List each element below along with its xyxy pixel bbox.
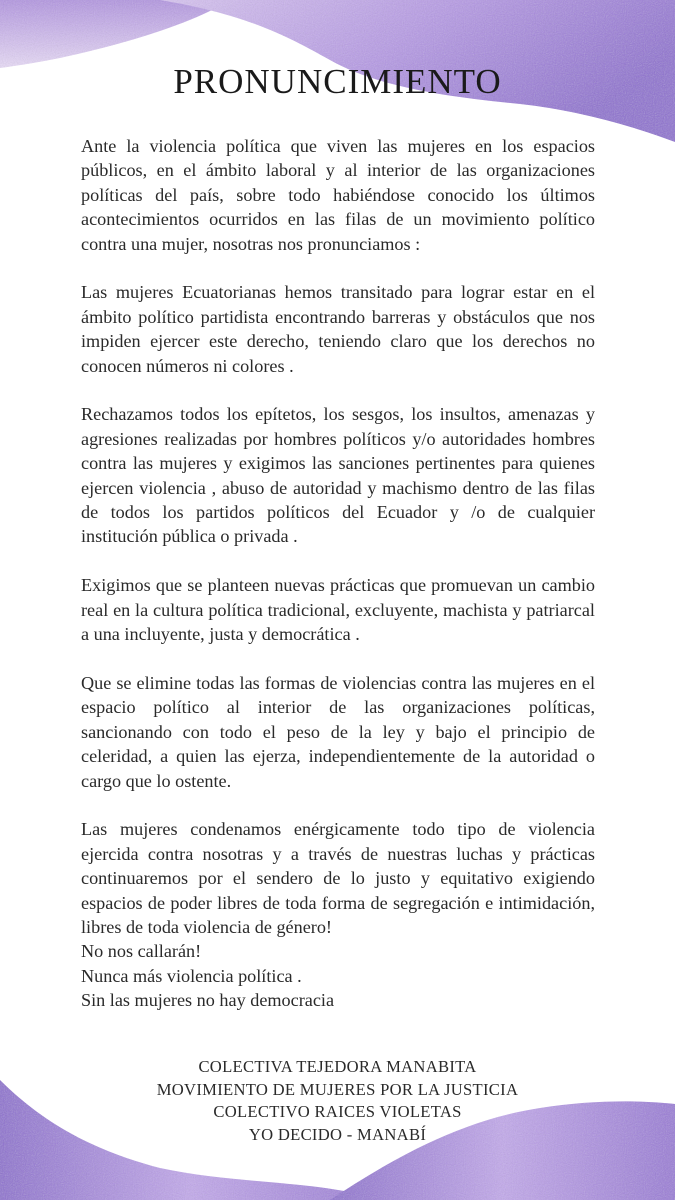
paragraph-3: Rechazamos todos los epítetos, los sesgos, los insultos, amenazas y agresiones realizadas por hombres políticos y/o autoridades hombres contra las mujeres y exigimos las sanciones pertinentes para quienes ejercen violencia , abuso de autoridad y machismo dentro de las filas de todos los partidos políticos del Ecuador y /o de cualquier institución pública o privada . — [81, 404, 595, 547]
paragraph-5: Que se elimine todas las formas de violencias contra las mujeres en el espacio político al interior de las organizaciones políticas, sancionando con todo el peso de la ley y bajo el principio de celeridad, a quien las ejerza, independientemente de la autoridad o cargo que lo ostente. — [81, 672, 595, 791]
paragraph-1: Ante la violencia política que viven las mujeres en los espacios públicos, en el ámbito laboral y al interior de las organizaciones políticas del país, sobre todo habiéndose conocido los últimos acontecimientos ocurridos en las filas de un movimiento político contra una mujer, nosotras nos pronunciamos : — [81, 136, 595, 254]
signatory-4: YO DECIDO - MANABÍ — [248, 1124, 427, 1144]
paragraph-4: Exigimos que se planteen nuevas prácticas que promuevan un cambio real en la cultura política tradicional, excluyente, machista y patriarcal a una incluyente, justa y democrática . — [81, 575, 595, 645]
statement-body — [81, 134, 595, 1013]
paragraph-2: Las mujeres Ecuatorianas hemos transitado para lograr estar en el ámbito político partidista encontrando barreras y obstáculos que nos impiden ejercer este derecho, teniendo claro que los derechos no conocen números ni colores . — [81, 282, 595, 376]
signatory-3: COLECTIVO RAICES VIOLETAS — [213, 1102, 462, 1122]
page-title: PRONUNCIMIENTO — [173, 62, 502, 101]
signatory-1: COLECTIVA TEJEDORA MANABITA — [198, 1057, 477, 1076]
signatories — [0, 1056, 675, 1146]
closing-line-1: No nos callarán! — [81, 941, 202, 962]
closing-line-2: Nunca más violencia política . — [81, 965, 302, 986]
closing-line-3: Sin las mujeres no hay democracia — [81, 990, 335, 1011]
signatory-2: MOVIMIENTO DE MUJERES POR LA JUSTICIA — [156, 1079, 519, 1099]
paragraph-6: Las mujeres condenamos enérgicamente todo tipo de violencia ejercida contra nosotras y a través de nuestras luchas y prácticas continuaremos por el sendero de lo justo y equitativo exigiendo espacios de poder libres de toda forma de segregación e intimidación, libres de toda violencia de género! — [81, 819, 595, 937]
